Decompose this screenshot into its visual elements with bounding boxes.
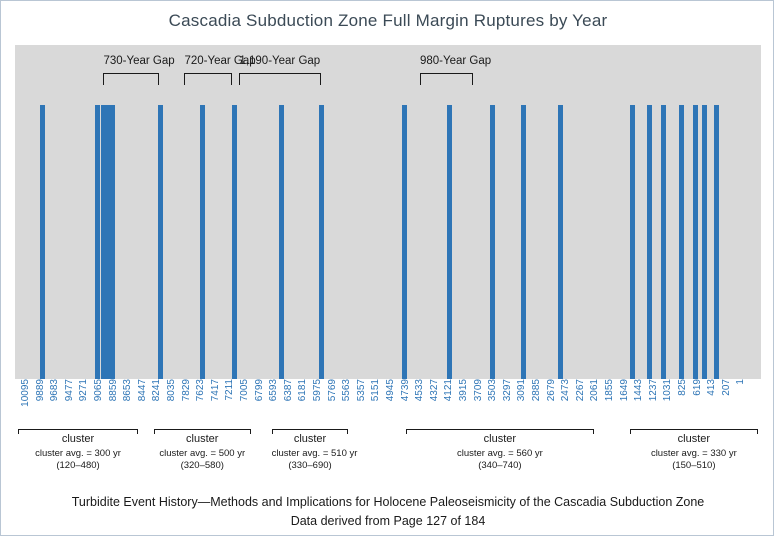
- x-tick-label: 6181: [297, 379, 309, 402]
- x-tick-label: 8859: [107, 379, 119, 402]
- cluster-range: (120–480): [56, 460, 100, 471]
- x-tick-label: 619: [691, 379, 703, 396]
- cluster-range: (340–740): [478, 460, 522, 471]
- rupture-bar: [490, 105, 495, 379]
- rupture-bar: [319, 105, 324, 379]
- x-tick-label: 3091: [516, 379, 528, 402]
- page-title: Cascadia Subduction Zone Full Margin Ruptures by Year: [168, 11, 608, 30]
- x-tick-label: 1855: [604, 379, 615, 402]
- x-tick-label: 1649: [618, 379, 630, 402]
- x-tick-label: 9065: [93, 379, 104, 402]
- x-tick-label: 9889: [34, 379, 46, 402]
- gap-label: 730-Year Gap: [103, 55, 175, 67]
- x-tick-label: 3915: [458, 379, 469, 402]
- x-tick-label: 2679: [545, 379, 557, 402]
- x-tick-label: 6387: [282, 379, 294, 402]
- x-tick-label: 7417: [209, 379, 221, 402]
- gap-bracket: [239, 73, 321, 85]
- gap-label: 980-Year Gap: [419, 55, 492, 67]
- rupture-bar: [714, 105, 719, 379]
- rupture-bar: [661, 105, 666, 379]
- x-tick-label: 3503: [487, 379, 499, 402]
- x-tick-label: 3709: [472, 379, 484, 402]
- x-tick-label: 5357: [355, 379, 367, 402]
- x-tick-label: 4121: [443, 379, 455, 402]
- gap-label: 720-Year Gap: [184, 55, 256, 67]
- gap-label: 1,190-Year Gap: [239, 55, 321, 67]
- chart-footnote: [1, 493, 774, 531]
- x-tick-label: 9477: [63, 379, 75, 402]
- cluster-name: cluster: [61, 433, 95, 445]
- rupture-bar: [630, 105, 635, 379]
- x-tick-label: 2473: [560, 379, 572, 402]
- x-tick-label: 7211: [224, 379, 236, 401]
- x-tick-label: 8241: [151, 379, 163, 402]
- rupture-bar: [402, 105, 407, 379]
- gap-bracket: [184, 73, 232, 85]
- cluster-average: cluster avg. = 330 yr: [650, 448, 737, 459]
- x-tick-label: 5151: [370, 379, 382, 402]
- x-tick-label: 825: [677, 379, 688, 396]
- rupture-bar: [279, 105, 284, 379]
- rupture-bar: [447, 105, 452, 379]
- x-tick-label: 7829: [180, 379, 192, 402]
- rupture-bar: [693, 105, 698, 379]
- rupture-bar: [679, 105, 684, 379]
- rupture-bar: [232, 105, 237, 379]
- cluster-range: (330–690): [288, 460, 332, 471]
- x-tick-label: 1031: [662, 379, 674, 402]
- rupture-bar: [40, 105, 45, 379]
- gap-bracket: [103, 73, 159, 85]
- x-tick-label: 6799: [253, 379, 265, 402]
- cluster-average: cluster avg. = 500 yr: [159, 448, 246, 459]
- cluster-average: cluster avg. = 560 yr: [456, 448, 543, 459]
- x-tick-label: 5975: [312, 379, 323, 402]
- x-tick-label: 4327: [428, 379, 440, 402]
- x-tick-label: 9683: [49, 379, 61, 402]
- x-tick-label: 3297: [501, 379, 513, 402]
- x-tick-label: 6593: [268, 379, 280, 402]
- cluster-annotations: [15, 429, 761, 477]
- footnote-line-2: Data derived from Page 127 of 184: [290, 514, 486, 528]
- plot-area: [15, 45, 761, 379]
- x-tick-label: 9271: [78, 379, 90, 402]
- x-tick-label: 207: [720, 379, 732, 396]
- x-tick-label: 4739: [399, 379, 411, 402]
- rupture-bar: [158, 105, 163, 379]
- rupture-bar: [200, 105, 205, 379]
- cluster-name: cluster: [293, 433, 327, 445]
- x-axis-tick-labels: [15, 379, 761, 429]
- x-tick-label: 10095: [20, 379, 31, 407]
- x-tick-label: 8653: [122, 379, 134, 402]
- x-tick-label: 2267: [574, 379, 586, 402]
- x-tick-label: 2885: [531, 379, 542, 402]
- cluster-name: cluster: [186, 433, 219, 445]
- x-tick-label: 4945: [385, 379, 396, 402]
- x-tick-label: 1237: [647, 379, 659, 402]
- gap-bracket: [420, 73, 473, 85]
- rupture-bar: [521, 105, 526, 379]
- footnote-line-1: Turbidite Event History—Methods and Implications for Holocene Paleoseismicity of the Cascadia Subduction Zone: [71, 495, 705, 509]
- x-tick-label: 413: [706, 379, 718, 396]
- x-tick-label: 5769: [326, 379, 338, 402]
- rupture-bar: [558, 105, 563, 379]
- cluster-average: cluster avg. = 300 yr: [35, 448, 121, 459]
- rupture-bar: [95, 105, 100, 379]
- rupture-bar: [110, 105, 115, 379]
- x-tick-label: 4533: [414, 379, 426, 402]
- x-tick-label: 5563: [341, 379, 353, 402]
- cluster-average: cluster avg. = 510 yr: [271, 448, 358, 459]
- x-tick-label: 7623: [195, 379, 207, 402]
- x-tick-label: 2061: [589, 379, 601, 402]
- x-tick-label: 8035: [166, 379, 177, 402]
- x-tick-label: 1: [735, 379, 747, 385]
- x-tick-label: 1443: [633, 379, 645, 402]
- cluster-name: cluster: [483, 433, 517, 445]
- cluster-range: (150–510): [672, 460, 716, 471]
- cluster-name: cluster: [677, 433, 711, 445]
- x-tick-label: 8447: [136, 379, 148, 402]
- rupture-bar: [702, 105, 707, 379]
- cluster-range: (320–580): [180, 460, 224, 471]
- rupture-bar: [647, 105, 652, 379]
- x-tick-label: 7005: [239, 379, 250, 402]
